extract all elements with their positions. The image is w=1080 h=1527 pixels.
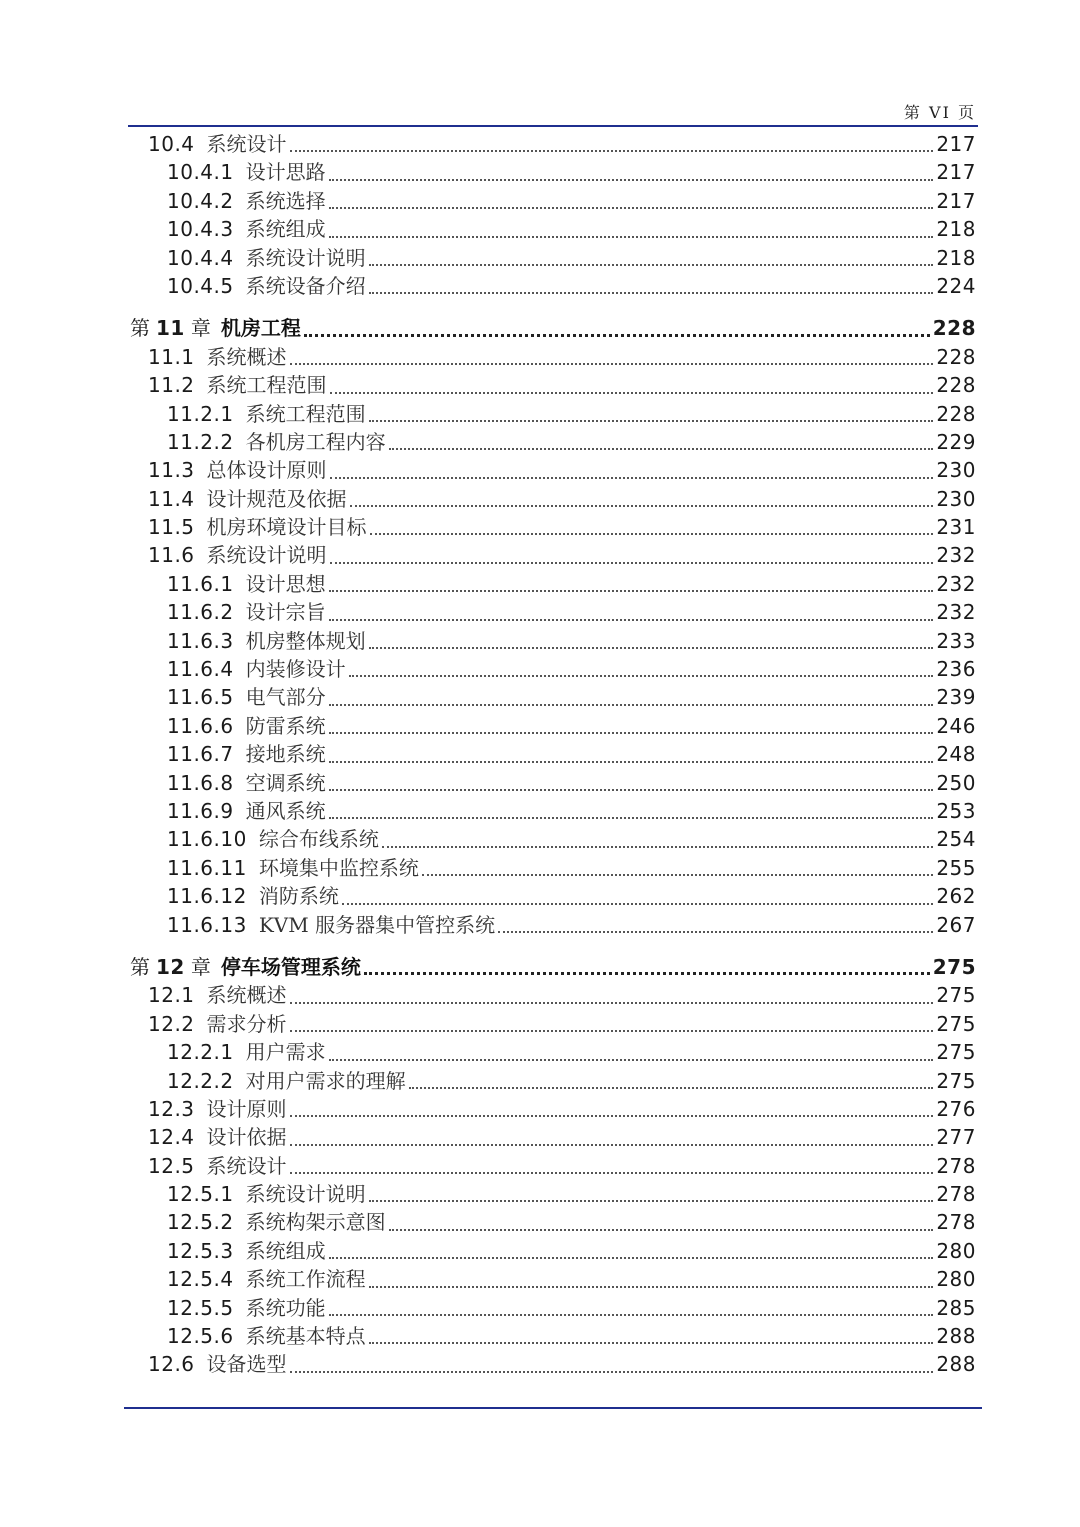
section-title: 系统工程范围 xyxy=(206,373,327,398)
dot-leader xyxy=(290,363,934,365)
section-title: 系统设计说明 xyxy=(245,245,366,270)
toc-entry[interactable] xyxy=(130,272,976,300)
page-number: 288 xyxy=(936,1324,976,1349)
toc-entry[interactable] xyxy=(130,797,976,825)
section-title: 机房工程 xyxy=(220,316,301,341)
dot-leader xyxy=(350,505,934,507)
dot-leader xyxy=(329,1257,934,1259)
dot-leader xyxy=(349,675,934,677)
section-number: 12.5.3 xyxy=(167,1238,234,1263)
page-number: 217 xyxy=(936,160,976,185)
page-number: 278 xyxy=(936,1182,976,1207)
section-number: 11.4 xyxy=(148,486,195,511)
dot-leader xyxy=(409,1087,934,1089)
page-number: 248 xyxy=(936,742,976,767)
page-number: 230 xyxy=(936,486,976,511)
page-suffix: 页 xyxy=(957,103,976,122)
section-number: 12.5.5 xyxy=(167,1295,234,1320)
dot-leader xyxy=(369,420,934,422)
dot-leader xyxy=(329,817,934,819)
toc-entry[interactable] xyxy=(130,1265,976,1293)
section-title: 设计依据 xyxy=(206,1125,287,1150)
page-number: 246 xyxy=(936,713,976,738)
page-number: 275 xyxy=(936,1011,976,1036)
toc-entry[interactable] xyxy=(130,825,976,853)
section-number: 11.6.6 xyxy=(167,713,234,738)
toc-entry[interactable] xyxy=(130,598,976,626)
section-number: 10.4.5 xyxy=(167,273,234,298)
section-title: 系统设计 xyxy=(206,132,287,156)
dot-leader xyxy=(364,972,930,975)
page-number: 278 xyxy=(936,1210,976,1235)
toc-chapter-entry[interactable] xyxy=(130,953,976,981)
toc-entry[interactable] xyxy=(130,911,976,939)
page-number: 231 xyxy=(936,515,976,540)
section-number: 12.2 xyxy=(148,1011,195,1036)
section-number: 11.5 xyxy=(148,515,195,540)
toc-entry[interactable] xyxy=(130,1322,976,1350)
page-prefix: 第 xyxy=(903,103,922,122)
section-title: 设计宗旨 xyxy=(245,600,326,625)
page-number: 229 xyxy=(936,429,976,454)
page-number: 230 xyxy=(936,458,976,483)
section-title: 内装修设计 xyxy=(245,657,346,682)
toc-entry[interactable] xyxy=(130,371,976,399)
toc-entry[interactable] xyxy=(130,541,976,569)
page-number: 228 xyxy=(932,316,976,341)
section-number: 12.1 xyxy=(148,983,195,1008)
section-number: 11.6.8 xyxy=(167,770,234,795)
chapter-number: 11 xyxy=(156,316,185,341)
dot-leader xyxy=(329,1059,934,1061)
section-number: 10.4 xyxy=(148,132,195,156)
section-number: 11.6 xyxy=(148,543,195,568)
page-number: 254 xyxy=(936,827,976,852)
section-title: 系统设计 xyxy=(206,1153,287,1178)
dot-leader xyxy=(329,207,934,209)
section-number: 12.5 xyxy=(148,1153,195,1178)
section-number: 10.4.4 xyxy=(167,245,234,270)
toc-entry[interactable] xyxy=(130,343,976,371)
section-number: 11.2.2 xyxy=(167,429,234,454)
toc-entry[interactable] xyxy=(130,244,976,272)
section-title: 用户需求 xyxy=(245,1040,326,1065)
dot-leader xyxy=(329,619,934,621)
page-number: 218 xyxy=(936,245,976,270)
section-title: 系统选择 xyxy=(245,188,326,213)
section-title: 需求分析 xyxy=(206,1011,287,1036)
toc-entry[interactable] xyxy=(130,1294,976,1322)
page-number: 280 xyxy=(936,1238,976,1263)
section-number: 11.6.3 xyxy=(167,628,234,653)
header-rule xyxy=(128,125,978,127)
section-number: 11.6.5 xyxy=(167,685,234,710)
page-number: 228 xyxy=(936,344,976,369)
toc-entry[interactable] xyxy=(130,1152,976,1180)
section-number: 12.2.1 xyxy=(167,1040,234,1065)
toc-entry[interactable] xyxy=(130,570,976,598)
section-title: 设计思路 xyxy=(245,160,326,185)
page-number: 278 xyxy=(936,1153,976,1178)
toc-entry[interactable] xyxy=(130,712,976,740)
page-number: 262 xyxy=(936,884,976,909)
toc-entry[interactable] xyxy=(130,655,976,683)
page-number: 275 xyxy=(936,1040,976,1065)
page-number: 232 xyxy=(936,600,976,625)
section-title: 设计规范及依据 xyxy=(206,486,347,511)
page-number: 239 xyxy=(936,685,976,710)
dot-leader xyxy=(382,846,933,848)
toc-entry[interactable] xyxy=(130,1123,976,1151)
dot-leader xyxy=(290,1172,934,1174)
section-title: 系统概述 xyxy=(206,344,287,369)
dot-leader xyxy=(369,1286,934,1288)
section-title: 系统工作流程 xyxy=(245,1267,366,1292)
dot-leader xyxy=(330,392,934,394)
page-number: 288 xyxy=(936,1352,976,1377)
table-of-contents xyxy=(130,130,976,1379)
chapter-suffix: 章 xyxy=(190,316,211,341)
section-number: 11.3 xyxy=(148,458,195,483)
toc-entry[interactable] xyxy=(130,158,976,186)
section-title: 设备选型 xyxy=(206,1352,287,1377)
section-number: 11.6.12 xyxy=(167,884,247,909)
section-title: 设计原则 xyxy=(206,1096,287,1121)
section-title: 系统功能 xyxy=(245,1295,326,1320)
section-title: 消防系统 xyxy=(258,884,339,909)
toc-entry[interactable] xyxy=(130,1208,976,1236)
section-number: 12.2.2 xyxy=(167,1068,234,1093)
chapter-spacer xyxy=(130,939,976,953)
chapter-spacer xyxy=(130,300,976,314)
section-title: 总体设计原则 xyxy=(206,458,327,483)
page-number: 217 xyxy=(936,132,976,156)
dot-leader xyxy=(329,236,934,238)
section-title: 防雷系统 xyxy=(245,713,326,738)
dot-leader xyxy=(342,903,933,905)
page-number: 276 xyxy=(936,1096,976,1121)
page-roman: VI xyxy=(929,103,951,122)
section-number: 12.5.6 xyxy=(167,1324,234,1349)
dot-leader xyxy=(290,1371,934,1373)
section-number: 11.6.13 xyxy=(167,912,247,937)
dot-leader xyxy=(389,1229,934,1231)
chapter-prefix: 第 xyxy=(130,316,150,341)
section-title: 系统组成 xyxy=(245,1238,326,1263)
toc-entry[interactable] xyxy=(130,1095,976,1123)
section-number: 11.6.11 xyxy=(167,855,247,880)
toc-entry[interactable] xyxy=(130,1067,976,1095)
page-number: 275 xyxy=(932,954,976,979)
toc-entry[interactable] xyxy=(130,740,976,768)
dot-leader xyxy=(329,179,934,181)
section-number: 12.5.4 xyxy=(167,1267,234,1292)
dot-leader xyxy=(329,704,934,706)
chapter-prefix: 第 xyxy=(130,954,150,979)
section-title: 空调系统 xyxy=(245,770,326,795)
dot-leader xyxy=(369,647,934,649)
dot-leader xyxy=(369,1342,934,1344)
section-number: 12.6 xyxy=(148,1352,195,1377)
toc-entry[interactable] xyxy=(130,215,976,243)
page-number: 232 xyxy=(936,571,976,596)
toc-entry[interactable] xyxy=(130,627,976,655)
section-number: 12.3 xyxy=(148,1096,195,1121)
page-number: 228 xyxy=(936,373,976,398)
section-title: 环境集中监控系统 xyxy=(258,855,419,880)
dot-leader xyxy=(329,732,934,734)
dot-leader xyxy=(369,1200,934,1202)
toc-entry[interactable] xyxy=(130,1010,976,1038)
page-number: 224 xyxy=(936,273,976,298)
page-number-header xyxy=(904,100,976,123)
toc-entry[interactable] xyxy=(130,400,976,428)
page-number: 275 xyxy=(936,1068,976,1093)
toc-chapter-entry[interactable] xyxy=(130,314,976,342)
page-number: 218 xyxy=(936,217,976,242)
toc-entry[interactable] xyxy=(130,130,976,158)
toc-entry[interactable] xyxy=(130,882,976,910)
dot-leader xyxy=(330,477,934,479)
page-number: 285 xyxy=(936,1295,976,1320)
dot-leader xyxy=(290,1002,934,1004)
section-number: 11.6.1 xyxy=(167,571,234,596)
dot-leader xyxy=(330,562,934,564)
toc-entry[interactable] xyxy=(130,513,976,541)
toc-entry[interactable] xyxy=(130,769,976,797)
toc-entry[interactable] xyxy=(130,683,976,711)
section-number: 11.6.4 xyxy=(167,657,234,682)
dot-leader xyxy=(422,874,933,876)
section-number: 12.4 xyxy=(148,1125,195,1150)
section-title: 停车场管理系统 xyxy=(220,954,361,979)
page-number: 255 xyxy=(936,855,976,880)
section-number: 10.4.2 xyxy=(167,188,234,213)
section-title: 电气部分 xyxy=(245,685,326,710)
section-number: 11.6.7 xyxy=(167,742,234,767)
dot-leader xyxy=(329,789,934,791)
dot-leader xyxy=(329,590,934,592)
section-number: 11.6.2 xyxy=(167,600,234,625)
page-number: 236 xyxy=(936,657,976,682)
page-number: 253 xyxy=(936,798,976,823)
section-title: 系统组成 xyxy=(245,217,326,242)
section-number: 11.2.1 xyxy=(167,401,234,426)
page-number: 232 xyxy=(936,543,976,568)
section-number: 12.5.1 xyxy=(167,1182,234,1207)
dot-leader xyxy=(369,264,934,266)
section-title: 系统设备介绍 xyxy=(245,273,366,298)
toc-entry[interactable] xyxy=(130,1237,976,1265)
section-title: 综合布线系统 xyxy=(258,827,379,852)
section-number: 10.4.1 xyxy=(167,160,234,185)
page-number: 267 xyxy=(936,912,976,937)
section-number: 11.2 xyxy=(148,373,195,398)
dot-leader xyxy=(290,1030,934,1032)
section-number: 12.5.2 xyxy=(167,1210,234,1235)
toc-entry[interactable] xyxy=(130,854,976,882)
section-title: KVM 服务器集中管控系统 xyxy=(258,912,496,937)
dot-leader xyxy=(304,334,930,337)
toc-entry[interactable] xyxy=(130,428,976,456)
page-number: 217 xyxy=(936,188,976,213)
section-title: 系统概述 xyxy=(206,983,287,1008)
toc-entry[interactable] xyxy=(130,1038,976,1066)
section-number: 10.4.3 xyxy=(167,217,234,242)
section-title: 系统构架示意图 xyxy=(245,1210,386,1235)
dot-leader xyxy=(369,292,934,294)
dot-leader xyxy=(290,1115,934,1117)
page-number: 250 xyxy=(936,770,976,795)
page-number: 233 xyxy=(936,628,976,653)
toc-entry[interactable] xyxy=(130,456,976,484)
section-title: 系统工程范围 xyxy=(245,401,366,426)
dot-leader xyxy=(370,533,934,535)
toc-entry[interactable] xyxy=(130,485,976,513)
toc-entry[interactable] xyxy=(130,1350,976,1378)
dot-leader xyxy=(389,448,934,450)
page-number: 228 xyxy=(936,401,976,426)
section-title: 接地系统 xyxy=(245,742,326,767)
dot-leader xyxy=(498,931,933,933)
page-number: 277 xyxy=(936,1125,976,1150)
section-title: 系统设计说明 xyxy=(245,1182,366,1207)
dot-leader xyxy=(290,150,934,152)
section-title: 设计思想 xyxy=(245,571,326,596)
page-number: 275 xyxy=(936,983,976,1008)
toc-entry[interactable] xyxy=(130,981,976,1009)
chapter-number: 12 xyxy=(156,954,185,979)
page-number: 280 xyxy=(936,1267,976,1292)
section-title: 机房环境设计目标 xyxy=(206,515,367,540)
dot-leader xyxy=(329,761,934,763)
section-title: 系统基本特点 xyxy=(245,1324,366,1349)
section-title: 机房整体规划 xyxy=(245,628,366,653)
toc-entry[interactable] xyxy=(130,187,976,215)
section-title: 对用户需求的理解 xyxy=(245,1068,406,1093)
dot-leader xyxy=(290,1144,934,1146)
section-number: 11.6.10 xyxy=(167,827,247,852)
dot-leader xyxy=(329,1314,934,1316)
footer-rule xyxy=(124,1407,982,1409)
chapter-suffix: 章 xyxy=(190,954,211,979)
section-title: 通风系统 xyxy=(245,798,326,823)
section-number: 11.6.9 xyxy=(167,798,234,823)
toc-entry[interactable] xyxy=(130,1180,976,1208)
section-number: 11.1 xyxy=(148,344,195,369)
section-title: 各机房工程内容 xyxy=(245,429,386,454)
section-title: 系统设计说明 xyxy=(206,543,327,568)
